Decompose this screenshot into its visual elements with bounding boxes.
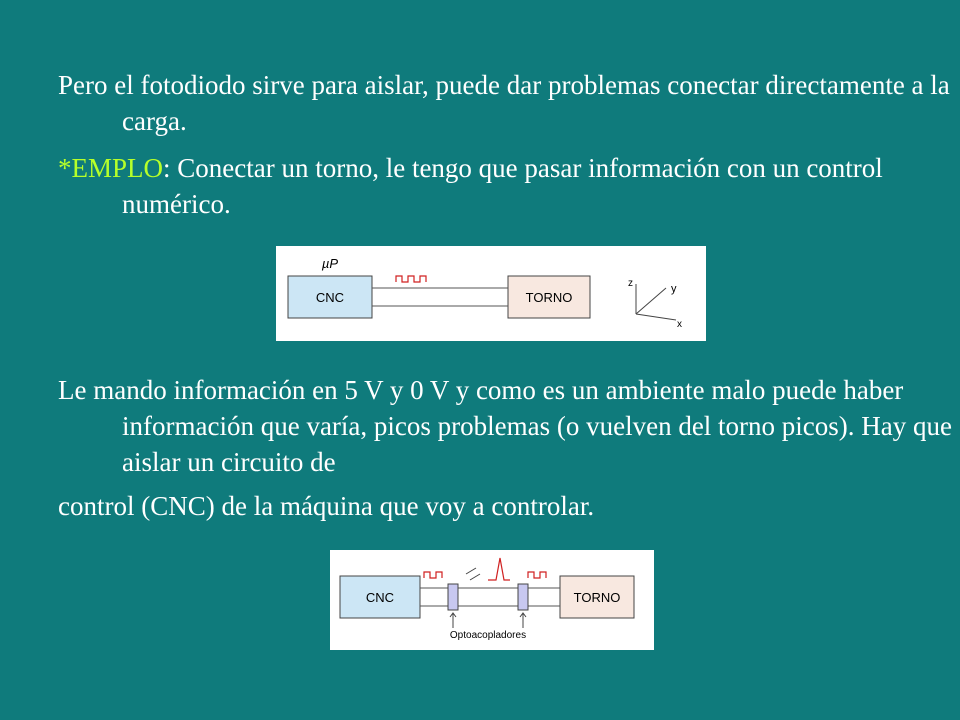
light-arrows-icon [466,568,480,580]
torno-label: TORNO [573,590,621,605]
axis-y-label: y [671,283,677,295]
diagram-optocouplers [330,550,654,650]
pulse-signal-spike [488,558,510,580]
pointer-arrows [450,613,526,628]
diagram-cnc-torno [276,246,706,341]
paragraph-text-last: control (CNC) de la máquina que voy a controlar. [58,491,595,521]
paragraph-photodiode [58,67,960,139]
paragraph-text: Le mando información en 5 V y 0 V y como es un ambiente malo puede haber información que varía, picos problemas (o vuelven del torno picos). Hay que aislar un circuito de [58,375,952,477]
axes-icon [636,284,676,320]
axis-x-label: x [677,319,682,330]
cnc-label: CNC [365,590,395,605]
paragraph-example [58,150,960,222]
optocouplers-label: Optoacopladores [449,630,527,641]
pulse-signal [396,276,426,282]
optocoupler-right [518,584,528,610]
optocoupler-left [448,584,458,610]
microprocessor-label: µP [321,256,339,271]
pulse-signal-right [528,572,546,578]
pulse-signal-left [424,572,442,578]
paragraph-noise [58,372,960,524]
axis-z-label: z [628,278,633,289]
example-label: *EMPLO [58,153,164,183]
cnc-label: CNC [315,290,345,305]
paragraph-text: Pero el fotodiodo sirve para aislar, puede dar problemas conectar directamente a la carga. [58,70,950,136]
paragraph-text: : Conectar un torno, le tengo que pasar información con un control numérico. [122,153,883,219]
torno-label: TORNO [525,290,573,305]
